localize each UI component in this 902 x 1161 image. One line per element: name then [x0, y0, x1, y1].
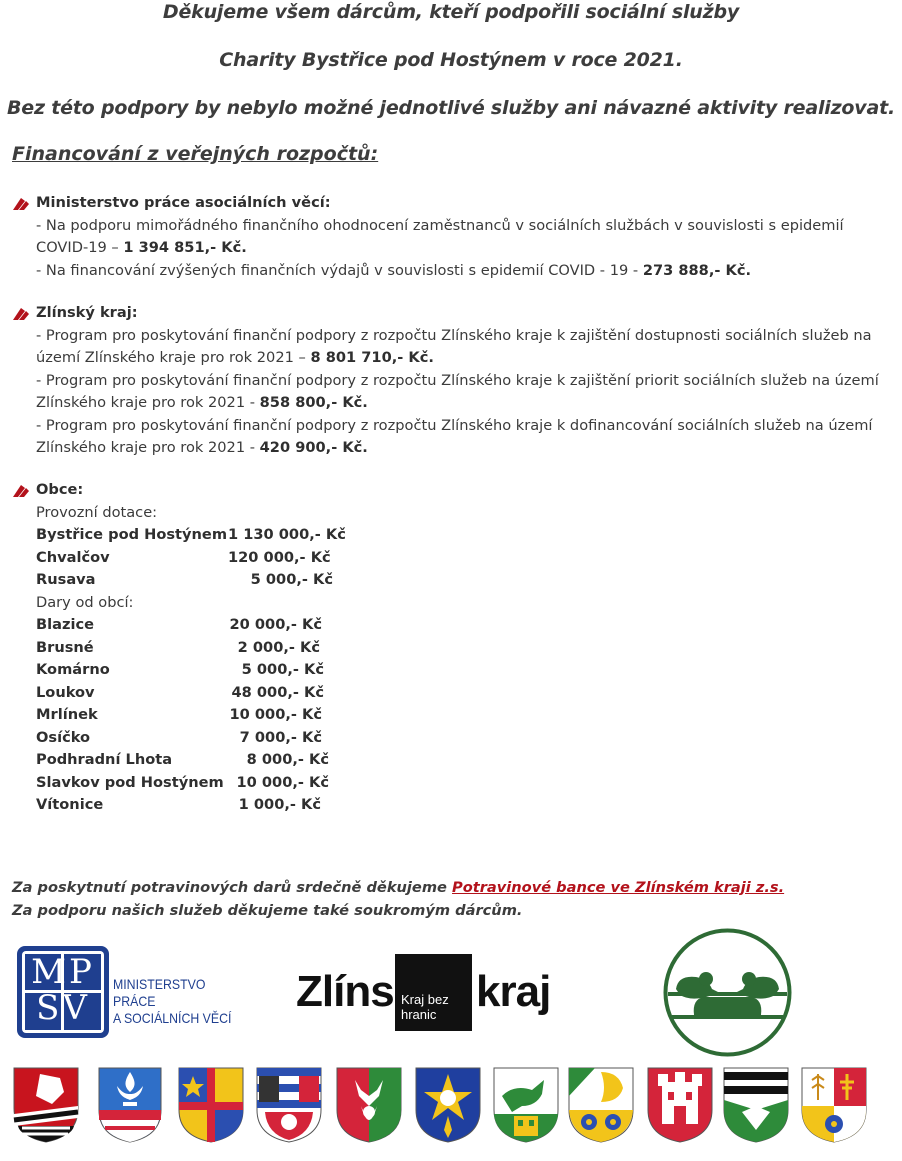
intro-line-3: Bez této podpory by nebylo možné jednotlivé služby ani návazné aktivity realizovat. — [6, 97, 895, 119]
thanks-block — [12, 877, 784, 922]
mpsv-title: Ministerstvo práce asociálních věcí: — [36, 194, 331, 211]
mpsv-item-2: - Na financování zvýšených finančních výdajů v souvislosti s epidemií COVID - 19 - 273 888,- Kč. — [36, 261, 752, 279]
table-row: Podhradní Lhota 8 000,- Kč — [36, 751, 329, 768]
table-row: Rusava 5 000,- Kč — [36, 571, 333, 588]
table-row: Blazice 20 000,- Kč — [36, 616, 322, 633]
table-row: Chvalčov 120 000,- Kč — [36, 548, 331, 566]
zlin-item-3: - Program pro poskytování finanční podpory z rozpočtu Zlínského kraje k dofinancování sociálních služeb na území Zlínského kraje pro rok 2021 - 420 900,- Kč. — [36, 416, 873, 456]
thanks-line-2: Za podporu našich služeb děkujeme také soukromým dárcům. — [12, 901, 523, 919]
section-title: Financování z veřejných rozpočtů: — [12, 143, 379, 165]
table-row: Mrlínek 10 000,- Kč — [36, 706, 322, 723]
mpsv-logo-line-1: MINISTERSTVO PRÁCE — [113, 976, 206, 1009]
zlin-logo-box: Kraj bez hranic — [395, 954, 472, 1031]
red-striped-bullet-icon — [12, 483, 29, 498]
osicko-coat-of-arms-icon — [646, 1066, 714, 1144]
zlin-item-2: - Program pro poskytování finanční podpory z rozpočtu Zlínského kraje k zajištění priorit sociálních služeb na území Zlínského kraje pro rok 2021 - 858 800,- Kč. — [36, 371, 879, 411]
brusne-coat-of-arms-icon — [335, 1066, 403, 1144]
zlin-title: Zlínský kraj: — [36, 304, 138, 321]
thanks-line-1: Za poskytnutí potravinových darů srdečně děkujeme Potravinové bance ve Zlínském kraji z.s. — [12, 879, 785, 896]
loukov-coat-of-arms-icon — [492, 1066, 560, 1144]
komarno-coat-of-arms-icon — [414, 1066, 482, 1144]
rusava-coat-of-arms-icon — [177, 1066, 245, 1144]
dary-label: Dary od obcí: — [36, 593, 134, 611]
bystrice-coat-of-arms-icon — [12, 1066, 80, 1144]
mpsv-item-1: - Na podporu mimořádného finančního ohodnocení zaměstnanců v sociálních službách v souvislosti s epidemií COVID-19 – 1 394 851,- Kč. — [36, 216, 844, 256]
zlin-logo-left-text: Zlíns — [296, 967, 394, 1016]
zlin-logo-right-text: kraj — [476, 967, 551, 1016]
table-row: Loukov 48 000,- Kč — [36, 683, 324, 701]
table-row: Brusné 2 000,- Kč — [36, 638, 320, 656]
mpsv-logo — [17, 946, 257, 1041]
podhradni-lhota-coat-of-arms-icon — [722, 1066, 790, 1144]
intro-line-2: Charity Bystřice pod Hostýnem v roce 2021. — [219, 49, 683, 71]
provozni-label: Provozní dotace: — [36, 503, 158, 521]
red-striped-bullet-icon — [12, 306, 29, 321]
table-row: Vítonice 1 000,- Kč — [36, 796, 321, 813]
blazice-coat-of-arms-icon — [255, 1066, 323, 1144]
obce-funding-block — [12, 479, 882, 817]
table-row: Slavkov pod Hostýnem 10 000,- Kč — [36, 773, 329, 791]
slavkov-coat-of-arms-icon — [800, 1066, 868, 1144]
mpsv-logo-mark: MP SV — [17, 946, 109, 1038]
intro-line-1: Děkujeme všem dárcům, kteří podpořili sociální služby — [162, 1, 740, 23]
zlin-item-1: - Program pro poskytování finanční podpory z rozpočtu Zlínského kraje k zajištění dostupnosti sociálních služeb na území Zlínského kraje pro rok 2021 – 8 801 710,- Kč. — [36, 326, 872, 366]
chvalcov-coat-of-arms-icon — [97, 1066, 163, 1144]
mpsv-logo-line-2: A SOCIÁLNÍCH VĚCÍ — [113, 1010, 232, 1026]
obce-title: Obce: — [36, 481, 84, 498]
mrlinek-coat-of-arms-icon — [567, 1066, 635, 1144]
food-bank-logo — [662, 927, 793, 1058]
food-bank-link[interactable]: Potravinové bance ve Zlínském kraji z.s. — [452, 879, 785, 896]
mpsv-funding-block — [12, 192, 882, 282]
zlin-region-logo — [296, 953, 566, 1033]
red-striped-bullet-icon — [12, 196, 29, 211]
table-row: Komárno 5 000,- Kč — [36, 661, 324, 678]
zlin-funding-block — [12, 302, 882, 460]
table-row: Osíčko 7 000,- Kč — [36, 728, 322, 746]
table-row: Bystřice pod Hostýnem 1 130 000,- Kč — [36, 526, 346, 543]
